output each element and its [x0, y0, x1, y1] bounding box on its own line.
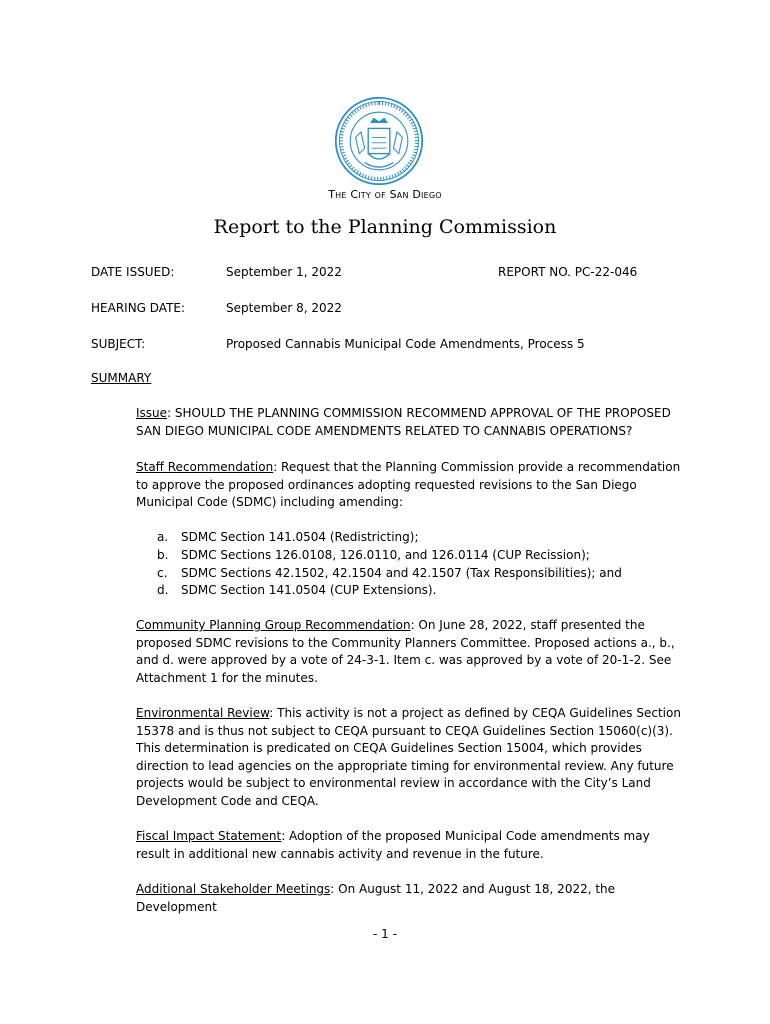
- report-number: REPORT NO. PC-22-046: [498, 265, 638, 279]
- subject-row: [91, 336, 651, 352]
- staff-recommendation-label: Staff Recommendation: [136, 460, 274, 474]
- list-marker: d.: [157, 583, 169, 598]
- community-planning-text: : On June 28, 2022, staff presented the proposed SDMC revisions to the Community Planners Committee. Proposed actions a., b., and d. were approved by a vote of 24-3-1. Item c. was approved by a vote of 20-1-2. See Attachment 1 for the minutes.: [136, 618, 675, 685]
- issue-label: Issue: [136, 406, 168, 420]
- hearing-date-row: [91, 300, 651, 316]
- staff-recommendation-text: : Request that the Planning Commission provide a recommendation to approve the proposed ordinances adopting requested revisions to the San Diego Municipal Code (SDMC) including amending:: [136, 460, 681, 510]
- amendment-list: [136, 529, 684, 600]
- page-number: - 1 -: [373, 927, 397, 941]
- city-name: The City of San Diego: [328, 188, 442, 201]
- summary-heading: SUMMARY: [91, 371, 152, 385]
- list-item-text: SDMC Section 141.0504 (CUP Extensions).: [181, 583, 437, 598]
- fiscal-impact-paragraph: [136, 828, 684, 863]
- list-marker: a.: [157, 530, 169, 544]
- hearing-date-label: HEARING DATE:: [91, 301, 186, 315]
- subject-label: SUBJECT:: [91, 337, 146, 351]
- subject-value: Proposed Cannabis Municipal Code Amendments, Process 5: [226, 337, 585, 351]
- list-item: [136, 547, 684, 565]
- staff-recommendation-paragraph: [136, 459, 684, 512]
- document-title: Report to the Planning Commission: [213, 216, 557, 238]
- environmental-review-text: : This activity is not a project as defined by CEQA Guidelines Section 15378 and is thus not subject to CEQA pursuant to CEQA Guidelines Section 15060(c)(3). This determination is predicated on CEQA Guidelines Section 15004, which provides direction to lead agencies on the appropriate timing for environmental review. Any future projects would be subject to environmental review in accordance with the City’s Land Development Code and CEQA.: [136, 706, 681, 808]
- stakeholder-meetings-text: : On August 11, 2022 and August 18, 2022, the Development: [136, 882, 616, 914]
- community-planning-label: Community Planning Group Recommendation: [136, 618, 411, 632]
- list-marker: b.: [157, 547, 169, 562]
- fiscal-impact-text: : Adoption of the proposed Municipal Code amendments may result in additional new cannabis activity and revenue in the future.: [136, 829, 650, 861]
- list-item: [136, 565, 684, 583]
- date-issued-label: DATE ISSUED:: [91, 265, 175, 279]
- issue-text: : SHOULD THE PLANNING COMMISSION RECOMMEND APPROVAL OF THE PROPOSED SAN DIEGO MUNICIPAL CODE AMENDMENTS RELATED TO CANNABIS OPERATIONS?: [136, 406, 671, 438]
- community-planning-paragraph: [136, 617, 684, 687]
- list-item: [136, 582, 684, 600]
- list-item-text: SDMC Section 141.0504 (Redistricting);: [181, 530, 419, 544]
- list-item: [136, 529, 684, 547]
- date-issued-value: September 1, 2022: [226, 265, 342, 279]
- list-item-text: SDMC Sections 42.1502, 42.1504 and 42.1507 (Tax Responsibilities); and: [181, 565, 622, 580]
- list-item-text: SDMC Sections 126.0108, 126.0110, and 126.0114 (CUP Recission);: [181, 547, 590, 562]
- hearing-date-value: September 8, 2022: [226, 301, 342, 315]
- fiscal-impact-label: Fiscal Impact Statement: [136, 829, 282, 843]
- stakeholder-meetings-label: Additional Stakeholder Meetings: [136, 882, 331, 896]
- stakeholder-meetings-paragraph: [136, 881, 684, 916]
- city-seal-icon: [334, 96, 424, 186]
- environmental-review-label: Environmental Review: [136, 706, 270, 720]
- list-marker: c.: [157, 565, 168, 580]
- environmental-review-paragraph: [136, 705, 684, 811]
- issue-paragraph: [136, 405, 684, 440]
